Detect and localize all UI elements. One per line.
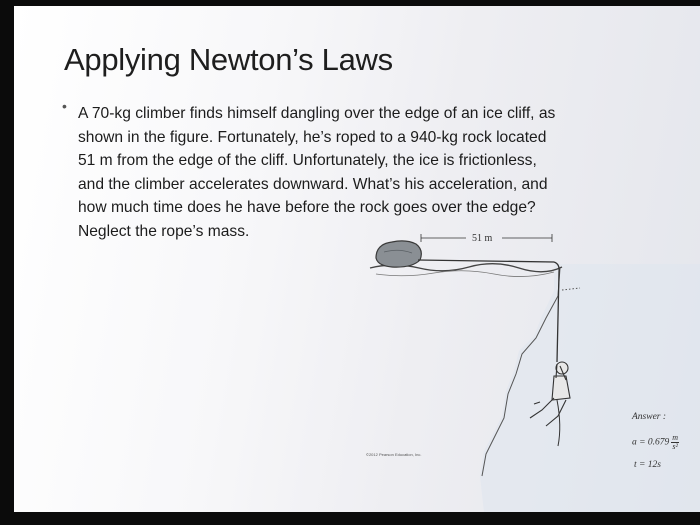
problem-line: and the climber accelerates downward. What’s his acceleration, and [78,175,548,193]
problem-line: 51 m from the edge of the cliff. Unfortunately, the ice is frictionless, [78,152,537,169]
problem-line: how much time does he have before the rock goes over the edge? [78,199,536,216]
problem-line: Neglect the rope’s mass. [78,222,250,240]
problem-line: A 70-kg climber finds himself dangling over the edge of an ice cliff, as [78,105,556,122]
rope-horizontal [418,260,554,262]
ice-surface-texture [376,271,554,277]
acceleration-value: a = 0.679 [632,437,670,448]
bullet-marker: • [62,98,67,114]
unit-denominator: s² [672,442,678,451]
problem-line: shown in the figure. Fortunately, he’s roped to a 940-kg rock located [78,128,547,146]
slide [14,6,700,512]
slide-title: Applying Newton’s Laws [64,42,393,77]
cliff-figure [14,6,700,512]
time-answer: t = 12s [634,460,661,470]
figure-credit: ©2012 Pearson Education, Inc. [366,452,422,457]
acceleration-answer [632,434,679,451]
acceleration-unit [671,434,679,451]
answer-label: Answer : [632,412,667,422]
unit-numerator: m [672,433,679,442]
ice-cliff [374,264,700,512]
distance-label: 51 m [472,233,493,244]
rock [376,241,421,267]
